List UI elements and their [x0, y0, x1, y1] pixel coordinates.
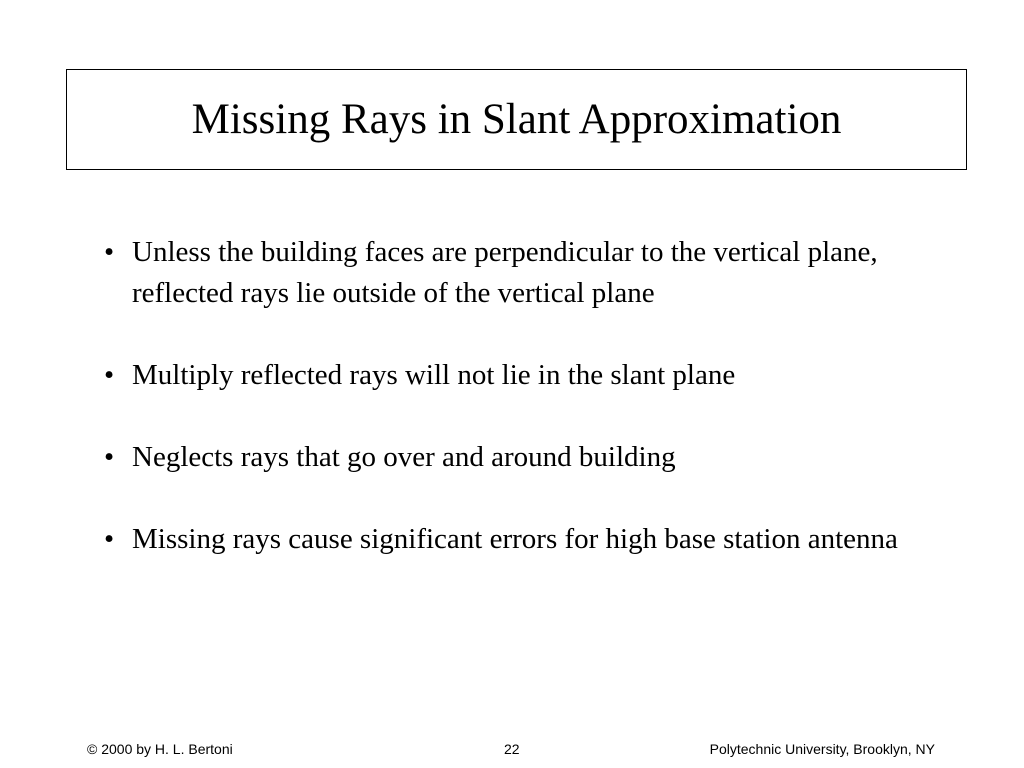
- bullet-item: [104, 519, 964, 560]
- bullet-text: Neglects rays that go over and around building: [132, 441, 676, 473]
- bullet-dot-icon: •: [104, 523, 115, 555]
- bullet-item: [104, 232, 964, 314]
- bullet-dot-icon: •: [104, 236, 115, 268]
- bullet-text: Missing rays cause significant errors for high base station antenna: [132, 523, 898, 555]
- footer-institution: Polytechnic University, Brooklyn, NY: [709, 741, 935, 757]
- bullet-list: [104, 232, 964, 560]
- bullet-item: [104, 437, 964, 478]
- bullet-item: [104, 355, 964, 396]
- bullet-text: Multiply reflected rays will not lie in the slant plane: [132, 359, 736, 391]
- bullet-dot-icon: •: [104, 441, 115, 473]
- bullet-text: Unless the building faces are perpendicular to the vertical plane, reflected rays lie outside of the vertical plane: [132, 236, 878, 309]
- slide-title: Missing Rays in Slant Approximation: [191, 96, 842, 143]
- footer-page-number: 22: [504, 741, 520, 757]
- slide-title-box: [66, 69, 967, 170]
- footer-copyright: © 2000 by H. L. Bertoni: [87, 741, 233, 757]
- bullet-dot-icon: •: [104, 359, 115, 391]
